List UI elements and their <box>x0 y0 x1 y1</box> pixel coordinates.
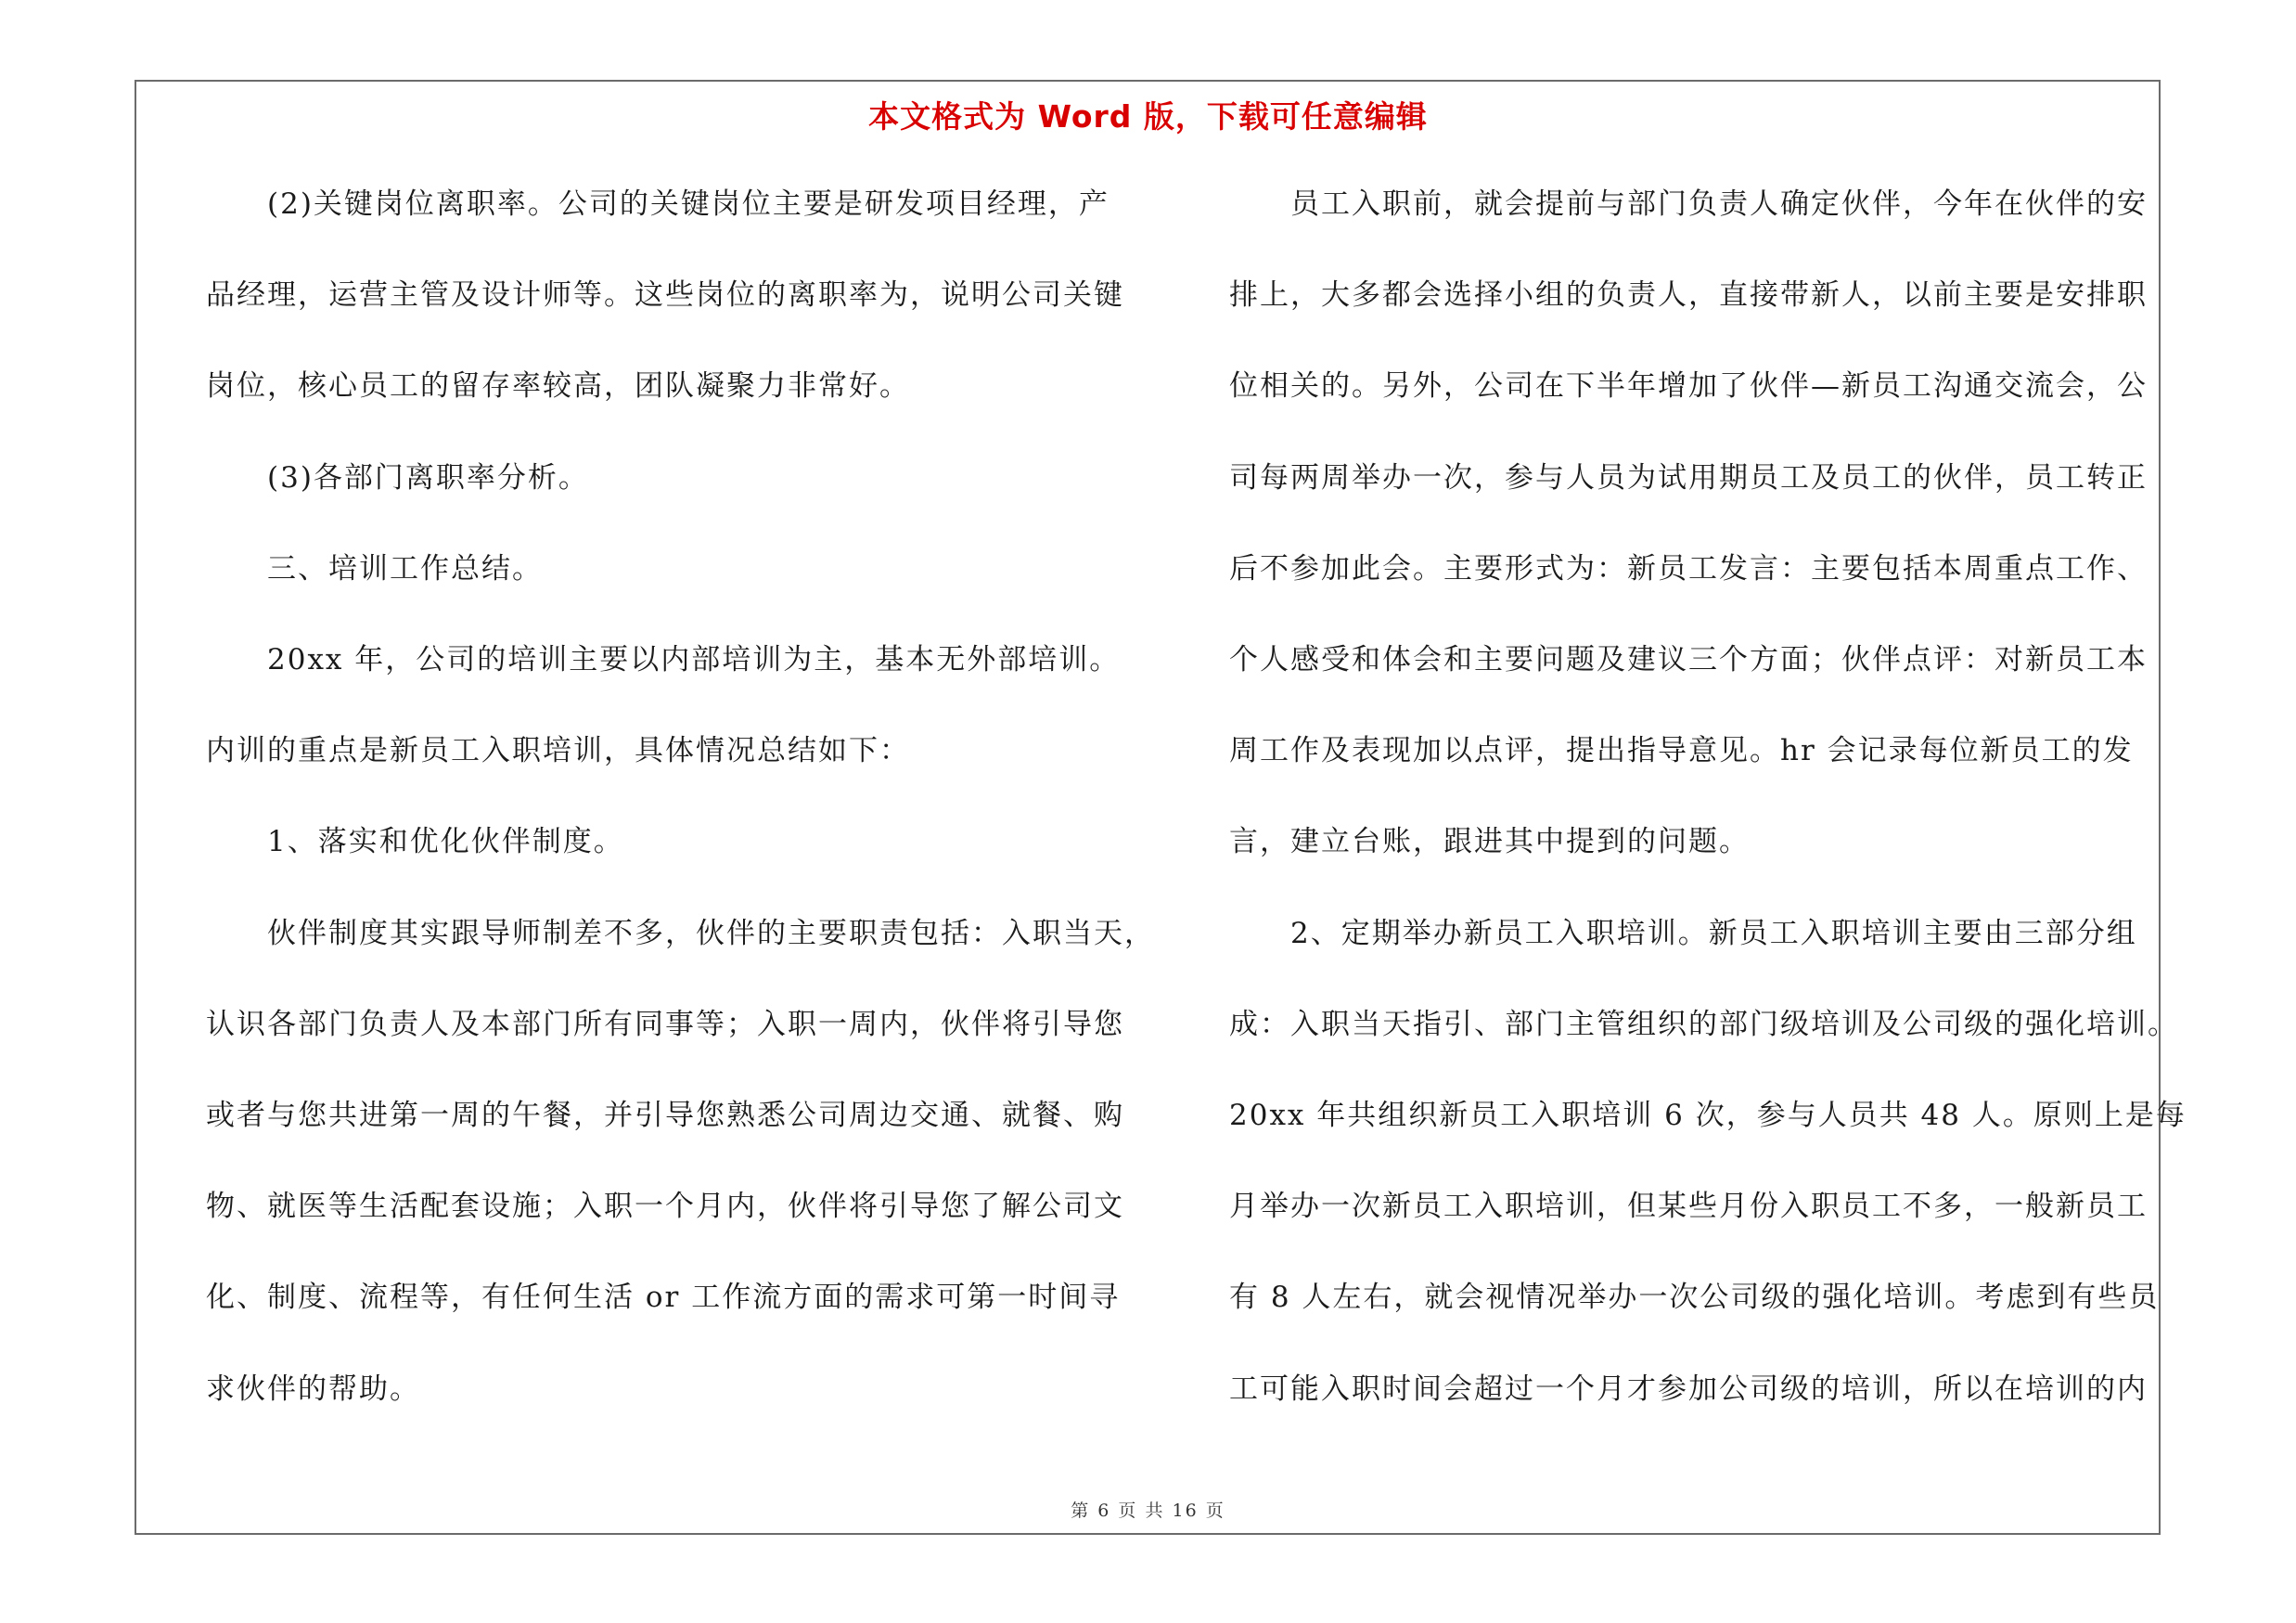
text-line: 物、就医等生活配套设施；入职一个月内，伙伴将引导您了解公司文 <box>206 1190 1124 1223</box>
text-line: 伙伴制度其实跟导师制差不多，伙伴的主要职责包括：入职当天， <box>206 917 1155 950</box>
text-line: 言，建立台账，跟进其中提到的问题。 <box>1229 825 1750 858</box>
text-line: 或者与您共进第一周的午餐，并引导您熟悉公司周边交通、就餐、购 <box>206 1099 1124 1132</box>
word-format-banner: 本文格式为 Word 版，下载可任意编辑 <box>868 98 1428 135</box>
text-line: 求伙伴的帮助。 <box>206 1372 420 1406</box>
text-line: 2、定期举办新员工入职培训。新员工入职培训主要由三部分组 <box>1229 917 2137 950</box>
text-line: (3)各部门离职率分析。 <box>206 461 589 495</box>
text-line: 岗位，核心员工的留存率较高，团队凝聚力非常好。 <box>206 369 910 403</box>
text-line: 后不参加此会。主要形式为：新员工发言：主要包括本周重点工作、 <box>1229 552 2148 586</box>
text-line: (2)关键岗位离职率。公司的关键岗位主要是研发项目经理，产 <box>206 187 1110 221</box>
text-line: 1、落实和优化伙伴制度。 <box>206 825 624 858</box>
text-line: 月举办一次新员工入职培训，但某些月份入职员工不多，一般新员工 <box>1229 1190 2148 1223</box>
text-line: 20xx 年，公司的培训主要以内部培训为主，基本无外部培训。 <box>206 643 1121 676</box>
text-line: 三、培训工作总结。 <box>206 552 543 586</box>
text-line: 排上，大多都会选择小组的负责人，直接带新人，以前主要是安排职 <box>1229 278 2148 312</box>
text-line: 周工作及表现加以点评，提出指导意见。hr 会记录每位新员工的发 <box>1229 734 2134 767</box>
text-line: 化、制度、流程等，有任何生活 or 工作流方面的需求可第一时间寻 <box>206 1281 1121 1314</box>
text-line: 认识各部门负责人及本部门所有同事等；入职一周内，伙伴将引导您 <box>206 1008 1124 1041</box>
text-line: 员工入职前，就会提前与部门负责人确定伙伴，今年在伙伴的安 <box>1229 187 2148 221</box>
text-line: 20xx 年共组织新员工入职培训 6 次，参与人员共 48 人。原则上是每 <box>1229 1099 2187 1132</box>
text-line: 内训的重点是新员工入职培训，具体情况总结如下： <box>206 734 910 767</box>
text-line: 司每两周举办一次，参与人员为试用期员工及员工的伙伴，员工转正 <box>1229 461 2148 495</box>
text-line: 品经理，运营主管及设计师等。这些岗位的离职率为，说明公司关键 <box>206 278 1124 312</box>
text-line: 工可能入职时间会超过一个月才参加公司级的培训，所以在培训的内 <box>1229 1372 2148 1406</box>
text-line: 成：入职当天指引、部门主管组织的部门级培训及公司级的强化培训。 <box>1229 1008 2178 1041</box>
text-line: 有 8 人左右，就会视情况举办一次公司级的强化培训。考虑到有些员 <box>1229 1281 2160 1314</box>
text-line: 个人感受和体会和主要问题及建议三个方面；伙伴点评：对新员工本 <box>1229 643 2148 676</box>
page-number-footer: 第 6 页 共 16 页 <box>1071 1501 1225 1521</box>
text-line: 位相关的。另外，公司在下半年增加了伙伴—新员工沟通交流会，公 <box>1229 369 2148 403</box>
